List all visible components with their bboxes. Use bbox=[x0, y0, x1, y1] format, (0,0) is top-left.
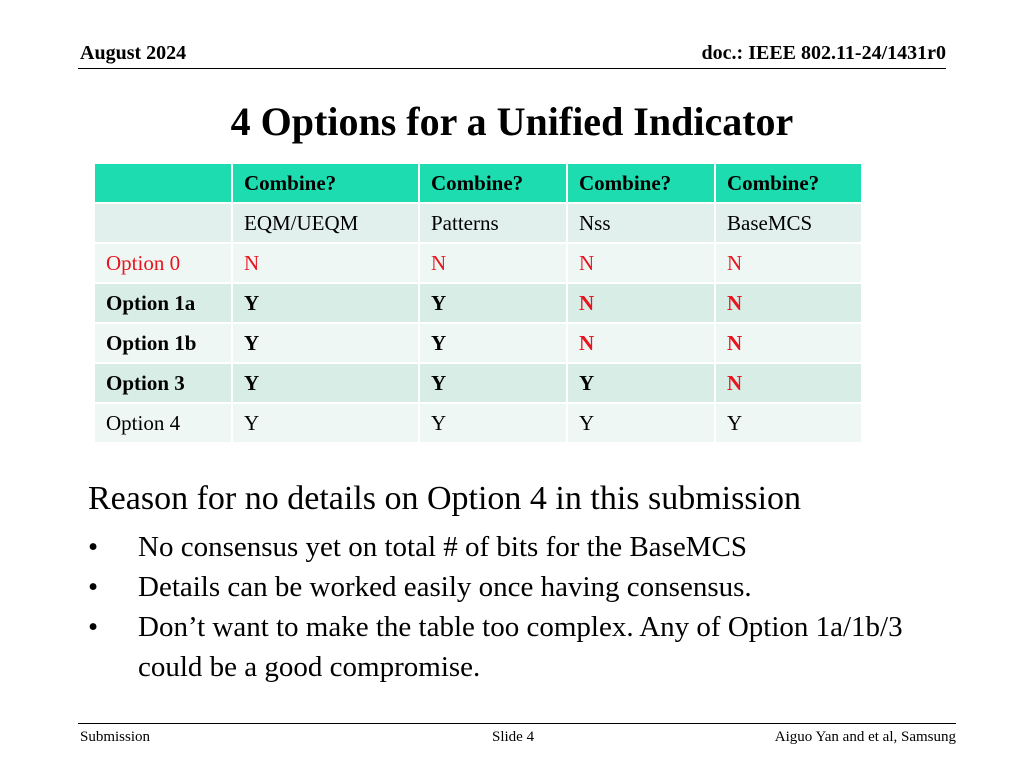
table-cell: Y bbox=[567, 363, 715, 403]
table-cell: BaseMCS bbox=[715, 203, 862, 243]
table-cell: N bbox=[232, 243, 419, 283]
table-cell: Y bbox=[232, 323, 419, 363]
table-row-header-combine bbox=[94, 163, 862, 203]
table-row-option-1b bbox=[94, 323, 862, 363]
table-cell bbox=[94, 203, 232, 243]
table-cell: N bbox=[715, 243, 862, 283]
bullet-icon: • bbox=[88, 611, 99, 643]
table-cell: N bbox=[715, 363, 862, 403]
footer-submission: Submission bbox=[80, 729, 151, 745]
table-cell: N bbox=[419, 243, 567, 283]
reason-heading: Reason for no details on Option 4 in this submission bbox=[88, 480, 802, 517]
table-cell: Y bbox=[419, 363, 567, 403]
list-item bbox=[88, 607, 948, 687]
options-table bbox=[93, 162, 863, 444]
table-cell: Option 4 bbox=[94, 403, 232, 443]
header-doc-id: doc.: IEEE 802.11-24/1431r0 bbox=[701, 42, 946, 64]
table-cell: Option 3 bbox=[94, 363, 232, 403]
table-row-fields bbox=[94, 203, 862, 243]
table-cell: Option 1b bbox=[94, 323, 232, 363]
table-row-option-3 bbox=[94, 363, 862, 403]
list-item bbox=[88, 567, 948, 607]
bullet-text: No consensus yet on total # of bits for the BaseMCS bbox=[138, 531, 747, 563]
footer-authors: Aiguo Yan and et al, Samsung bbox=[774, 729, 956, 745]
table-cell: N bbox=[715, 283, 862, 323]
table-cell: Combine? bbox=[232, 163, 419, 203]
table-cell: Y bbox=[232, 363, 419, 403]
table-cell: Option 1a bbox=[94, 283, 232, 323]
table-row-option-0 bbox=[94, 243, 862, 283]
table-cell: Combine? bbox=[715, 163, 862, 203]
table-cell: N bbox=[567, 283, 715, 323]
table-cell: Patterns bbox=[419, 203, 567, 243]
bullet-text: Details can be worked easily once having consensus. bbox=[138, 571, 752, 603]
table-cell: Combine? bbox=[567, 163, 715, 203]
table-row-option-1a bbox=[94, 283, 862, 323]
table-cell: Nss bbox=[567, 203, 715, 243]
slide-title: 4 Options for a Unified Indicator bbox=[230, 99, 794, 144]
table-cell: N bbox=[715, 323, 862, 363]
table-cell: Y bbox=[232, 403, 419, 443]
table-cell: Option 0 bbox=[94, 243, 232, 283]
footer-divider bbox=[78, 723, 956, 724]
bullet-icon: • bbox=[88, 571, 99, 603]
header-divider bbox=[78, 68, 946, 69]
table-cell: Y bbox=[567, 403, 715, 443]
table-cell bbox=[94, 163, 232, 203]
table-cell: N bbox=[567, 323, 715, 363]
bullet-icon: • bbox=[88, 531, 99, 563]
footer-slide-number: Slide 4 bbox=[492, 729, 535, 745]
table-cell: Y bbox=[419, 323, 567, 363]
table-cell: Y bbox=[715, 403, 862, 443]
table-row-option-4 bbox=[94, 403, 862, 443]
header-date: August 2024 bbox=[80, 42, 187, 64]
table-cell: Y bbox=[232, 283, 419, 323]
table-cell: Y bbox=[419, 283, 567, 323]
reason-bullet-list bbox=[88, 527, 948, 687]
table-cell: N bbox=[567, 243, 715, 283]
table-cell: Y bbox=[419, 403, 567, 443]
table-cell: Combine? bbox=[419, 163, 567, 203]
list-item bbox=[88, 527, 948, 567]
table-cell: EQM/UEQM bbox=[232, 203, 419, 243]
bullet-text: Don’t want to make the table too complex. Any of Option 1a/1b/3 could be a good compromise. bbox=[138, 611, 903, 683]
